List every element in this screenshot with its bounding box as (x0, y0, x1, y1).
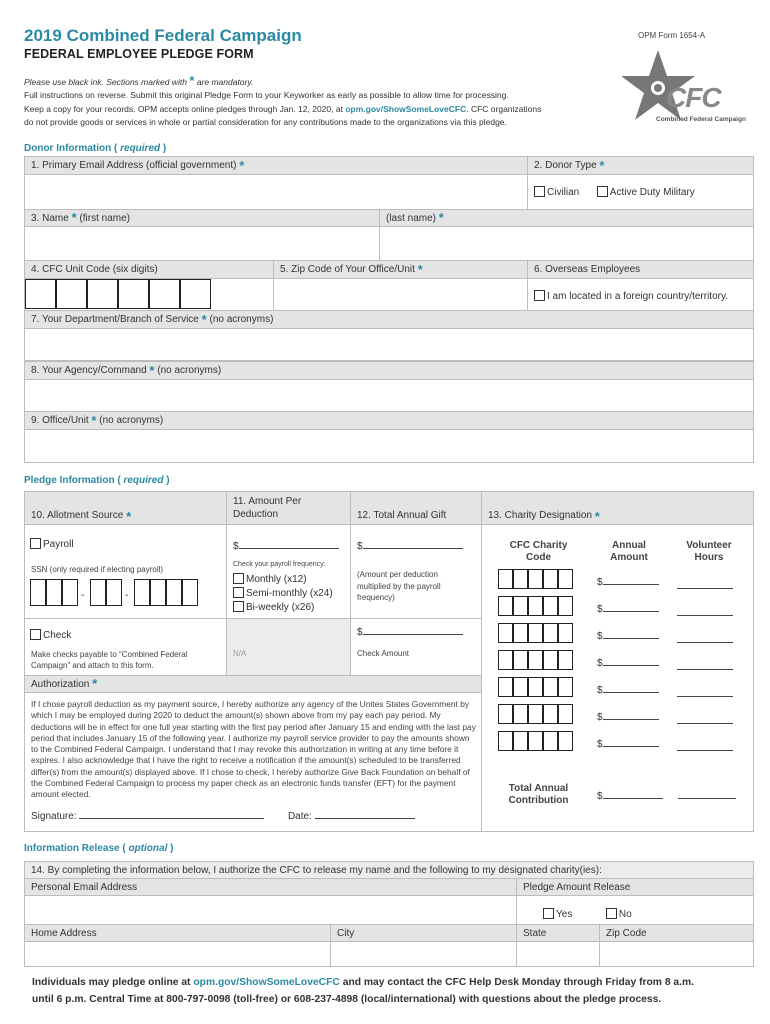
ssn-digit[interactable] (134, 579, 150, 606)
charity-code-digit[interactable] (558, 704, 573, 724)
charity-code-digit[interactable] (528, 596, 543, 616)
donor-type-field (527, 174, 754, 210)
charity-code-digit[interactable] (558, 569, 573, 589)
pledge-section-note: required (123, 475, 164, 486)
footer-line1: Individuals may pledge online at (32, 977, 191, 988)
form-title: 2019 Combined Federal Campaign (24, 26, 302, 45)
military-label: Active Duty Military (609, 187, 695, 198)
charity-code-digit[interactable] (513, 596, 528, 616)
footer-line2: until 6 p.m. Central Time at 800-797-0098 (toll-free) or 608-237-4898 (local/international) with questions about the pledge process. (32, 994, 662, 1005)
charity-code-digit[interactable] (543, 650, 558, 670)
ssn-digit[interactable] (62, 579, 78, 606)
volunteer-hours-input[interactable] (677, 604, 733, 619)
check-note: Make checks payable to “Combined Federal Campaign” and attach to this form. (31, 650, 188, 670)
na-label: N/A (233, 649, 247, 658)
unit-code-digit[interactable] (118, 279, 149, 309)
agency-input[interactable] (24, 379, 754, 412)
donor-type-label: 2. Donor Type * (527, 156, 754, 175)
home-address-input[interactable] (24, 941, 331, 967)
deduction-amount-cell: $ Check your payroll frequency: Monthly (x12) Semi-monthly (x24) Bi-weekly (x26) (226, 524, 351, 619)
charity-code-digit[interactable] (528, 677, 543, 697)
charity-code-digit[interactable] (558, 677, 573, 697)
check-cell (24, 618, 227, 676)
department-label: 7. Your Department/Branch of Service * (no acronyms) (24, 310, 754, 329)
cfc-logo (622, 46, 750, 128)
annual-amount-header: Annual Amount (610, 540, 648, 563)
release-statement: 14. By completing the information below, I authorize the CFC to release my name and the following to my designated charity(ies): (24, 861, 754, 879)
total-gift-cell: $ (Amount per deduction multiplied by the payroll frequency) (350, 524, 482, 619)
charity-code-digit[interactable] (558, 596, 573, 616)
release-no-label: No (618, 909, 632, 920)
volunteer-hours-input[interactable] (677, 577, 733, 592)
volunteer-hours-input[interactable] (677, 631, 733, 646)
charity-code-digit[interactable] (543, 704, 558, 724)
authorization-label: Authorization * (24, 675, 482, 693)
check-checkbox[interactable] (30, 629, 41, 640)
payroll-label: Payroll (43, 539, 74, 550)
office-input[interactable] (24, 429, 754, 463)
ssn-digit[interactable] (90, 579, 106, 606)
charity-code-digit[interactable] (543, 569, 558, 589)
charity-code-digit[interactable] (528, 650, 543, 670)
overseas-label: 6. Overseas Employees (527, 260, 754, 279)
total-contribution-label: Total Annual Contribution (508, 783, 569, 806)
department-input[interactable] (24, 328, 754, 361)
charity-designation-cell: CFC Charity Code Annual Amount Volunteer Hours Total Annual Contribution $ (481, 524, 754, 832)
charity-code-digit[interactable] (498, 650, 513, 670)
intro-line4: do not provide goods or services in whole or partial consideration for any contributions made to the organizations via this pledge. (24, 116, 507, 127)
annual-amount-input[interactable]: $ (597, 685, 659, 696)
pledge-section-title: Pledge Information ( required ) (24, 475, 170, 486)
zip-input[interactable] (599, 941, 754, 967)
charity-code-digit[interactable] (558, 650, 573, 670)
charity-code-digit[interactable] (498, 677, 513, 697)
donor-section-title: Donor Information ( required ) (24, 143, 167, 154)
required-star: * (189, 73, 195, 88)
annual-amount-input[interactable]: $ (597, 631, 659, 642)
first-name-input[interactable] (24, 226, 380, 261)
na-cell (226, 618, 351, 676)
volunteer-hours-input[interactable] (677, 685, 733, 700)
release-yes-checkbox[interactable] (543, 908, 554, 919)
military-checkbox[interactable] (597, 186, 608, 197)
zip-code-label: 5. Zip Code of Your Office/Unit * (273, 260, 528, 279)
release-section-title: Information Release ( optional ) (24, 843, 174, 854)
agency-label: 8. Your Agency/Command * (no acronyms) (24, 361, 754, 380)
charity-code-digit[interactable] (498, 569, 513, 589)
release-yes-label: Yes (556, 909, 573, 920)
overseas-field (527, 278, 754, 311)
charity-code-digit[interactable] (543, 731, 558, 751)
authorization-text: If I chose payroll deduction as my payment source, I hereby authorize any agency of the Unites States Government by which I may be employed during 2020 to deduct the amount(s) shown above from my pay each pay period. My deductions will be in effect for one full year starting with the first pay period after January 15 and ending with the last pay period that includes January 15 of the following year. I authorize my payroll service provider to pay the amounts shown to the Combined Federal Campaign. I understand that I may revoke this authorization in writing at any time before it expires. I also acknowledge that I have the right to receive a notification if the amount(s) scheduled to be transferred differ(s) from the amount(s) displayed above. If I chose to check, I hereby authorize Give Back Foundation on behalf of the Combined Federal Campaign to process my paper check as an electronic funds transfer (EFT) for the payment amount elected. (31, 699, 476, 800)
check-label: Check (43, 630, 72, 641)
first-name-label: 3. Name * (first name) (24, 209, 380, 227)
city-label: City (330, 924, 517, 942)
charity-code-digit[interactable] (498, 623, 513, 643)
logo-text: CFC (666, 82, 721, 113)
payroll-checkbox[interactable] (30, 538, 41, 549)
overseas-checkbox[interactable] (534, 290, 545, 301)
overseas-option-label: I am located in a foreign country/territory. (547, 291, 729, 302)
amount-per-deduction-label: 11. Amount Per Deduction (226, 491, 351, 525)
semimonthly-label: Semi-monthly (x24) (246, 588, 333, 599)
pledge-release-label: Pledge Amount Release (516, 878, 754, 896)
monthly-checkbox[interactable] (233, 573, 244, 584)
email-label: 1. Primary Email Address (official government) * (24, 156, 528, 175)
unit-code-digit[interactable] (56, 279, 87, 309)
charity-code-digit[interactable] (543, 677, 558, 697)
charity-code-digit[interactable] (558, 623, 573, 643)
signature-label: Signature: (31, 811, 77, 822)
check-amount-cell: $ Check Amount (350, 618, 482, 676)
footer-line1-end: and may contact the CFC Help Desk Monday through Friday from 8 a.m. (342, 977, 695, 988)
ssn-digit[interactable] (106, 579, 122, 606)
footer-text (32, 974, 732, 1008)
total-volunteer-input[interactable] (678, 798, 736, 799)
release-no-checkbox[interactable] (606, 908, 617, 919)
authorization-cell (24, 692, 482, 832)
annual-amount-input[interactable]: $ (597, 658, 659, 669)
check-amount-label: Check Amount (357, 649, 410, 658)
charity-code-digit[interactable] (528, 731, 543, 751)
ssn-dash: - (125, 590, 129, 601)
total-contribution-input[interactable] (603, 798, 663, 799)
annual-amount-input[interactable]: $ (597, 577, 659, 588)
annual-amount-input[interactable]: $ (597, 604, 659, 615)
personal-email-label: Personal Email Address (24, 878, 517, 896)
form-subtitle: FEDERAL EMPLOYEE PLEDGE FORM (24, 47, 254, 61)
zip-code-input[interactable] (273, 278, 528, 311)
intro-text (24, 73, 624, 129)
last-name-label: (last name) * (379, 209, 754, 227)
charity-code-digit[interactable] (528, 704, 543, 724)
unit-code-digit[interactable] (180, 279, 211, 309)
ssn-dash: - (81, 590, 85, 601)
pledge-release-field (516, 895, 754, 925)
personal-email-input[interactable] (24, 895, 517, 925)
civilian-label: Civilian (547, 187, 580, 198)
unit-code-digit[interactable] (25, 279, 56, 309)
charity-code-digit[interactable] (528, 569, 543, 589)
intro-line1-end: are mandatory. (196, 77, 254, 87)
charity-designation-label: 13. Charity Designation * (481, 491, 754, 525)
charity-code-digit[interactable] (513, 704, 528, 724)
home-address-label: Home Address (24, 924, 331, 942)
frequency-note: Check your payroll frequency: (233, 561, 326, 568)
ssn-digit[interactable] (30, 579, 46, 606)
state-label: State (516, 924, 600, 942)
allotment-source-label: 10. Allotment Source * (24, 491, 227, 525)
date-input[interactable] (315, 818, 415, 819)
intro-line1: Please use black ink. Sections marked with (24, 77, 187, 87)
volunteer-hours-input[interactable] (677, 712, 733, 727)
state-input[interactable] (516, 941, 600, 967)
charity-code-digit[interactable] (513, 569, 528, 589)
charity-code-digit[interactable] (513, 623, 528, 643)
ssn-digit[interactable] (150, 579, 166, 606)
charity-code-digit[interactable] (498, 596, 513, 616)
semimonthly-checkbox[interactable] (233, 587, 244, 598)
check-amount-input[interactable] (363, 634, 463, 635)
total-annual-gift-label: 12. Total Annual Gift (350, 491, 482, 525)
intro-line2: Full instructions on reverse. Submit this original Pledge Form to your Keyworker as early as possible to allow time for processing. (24, 90, 509, 101)
volunteer-hours-header: Volunteer Hours (686, 540, 732, 563)
release-section-note: optional (128, 843, 168, 854)
footer-link[interactable]: opm.gov/ShowSomeLoveCFC (193, 977, 340, 988)
donor-section-note: required (120, 143, 161, 154)
online-pledge-link[interactable]: opm.gov/ShowSomeLoveCFC (345, 103, 467, 114)
charity-code-header: CFC Charity Code (509, 540, 568, 563)
volunteer-hours-input[interactable] (677, 658, 733, 673)
signature-input[interactable] (79, 818, 264, 819)
office-label: 9. Office/Unit * (no acronyms) (24, 411, 754, 430)
charity-code-digit[interactable] (513, 650, 528, 670)
biweekly-checkbox[interactable] (233, 601, 244, 612)
annual-amount-input[interactable]: $ (597, 712, 659, 723)
ssn-digit[interactable] (46, 579, 62, 606)
charity-code-digit[interactable] (513, 731, 528, 751)
charity-code-digit[interactable] (513, 677, 528, 697)
total-gift-input[interactable] (363, 548, 463, 549)
ssn-digit[interactable] (182, 579, 198, 606)
charity-code-digit[interactable] (498, 704, 513, 724)
charity-code-digit[interactable] (498, 731, 513, 751)
biweekly-label: Bi-weekly (x26) (246, 602, 315, 613)
charity-code-digit[interactable] (543, 596, 558, 616)
intro-line3-end: . CFC organizations (466, 103, 542, 114)
unit-code-digit[interactable] (149, 279, 180, 309)
ssn-note: SSN (only required if electing payroll) (31, 565, 164, 574)
charity-code-digit[interactable] (558, 731, 573, 751)
logo-caption: Combined Federal Campaign (656, 116, 746, 123)
volunteer-hours-input[interactable] (677, 739, 733, 754)
intro-line3: Keep a copy for your records. OPM accepts online pledges through Jan. 12, 2020, at (24, 103, 343, 114)
form-number: OPM Form 1654-A (638, 31, 706, 40)
city-input[interactable] (330, 941, 517, 967)
unit-code-label: 4. CFC Unit Code (six digits) (24, 260, 274, 279)
unit-code-digit[interactable] (87, 279, 118, 309)
date-label: Date: (287, 811, 312, 822)
ssn-digit[interactable] (166, 579, 182, 606)
zip-label: Zip Code (599, 924, 754, 942)
annual-amount-input[interactable]: $ (597, 739, 659, 750)
last-name-input[interactable] (379, 226, 754, 261)
amount-note: (Amount per deduction multiplied by the payroll frequency) (357, 570, 441, 602)
deduction-amount-input[interactable] (239, 548, 339, 549)
email-input[interactable] (24, 174, 528, 210)
charity-code-digit[interactable] (528, 623, 543, 643)
charity-code-digit[interactable] (543, 623, 558, 643)
monthly-label: Monthly (x12) (246, 574, 307, 585)
civilian-checkbox[interactable] (534, 186, 545, 197)
